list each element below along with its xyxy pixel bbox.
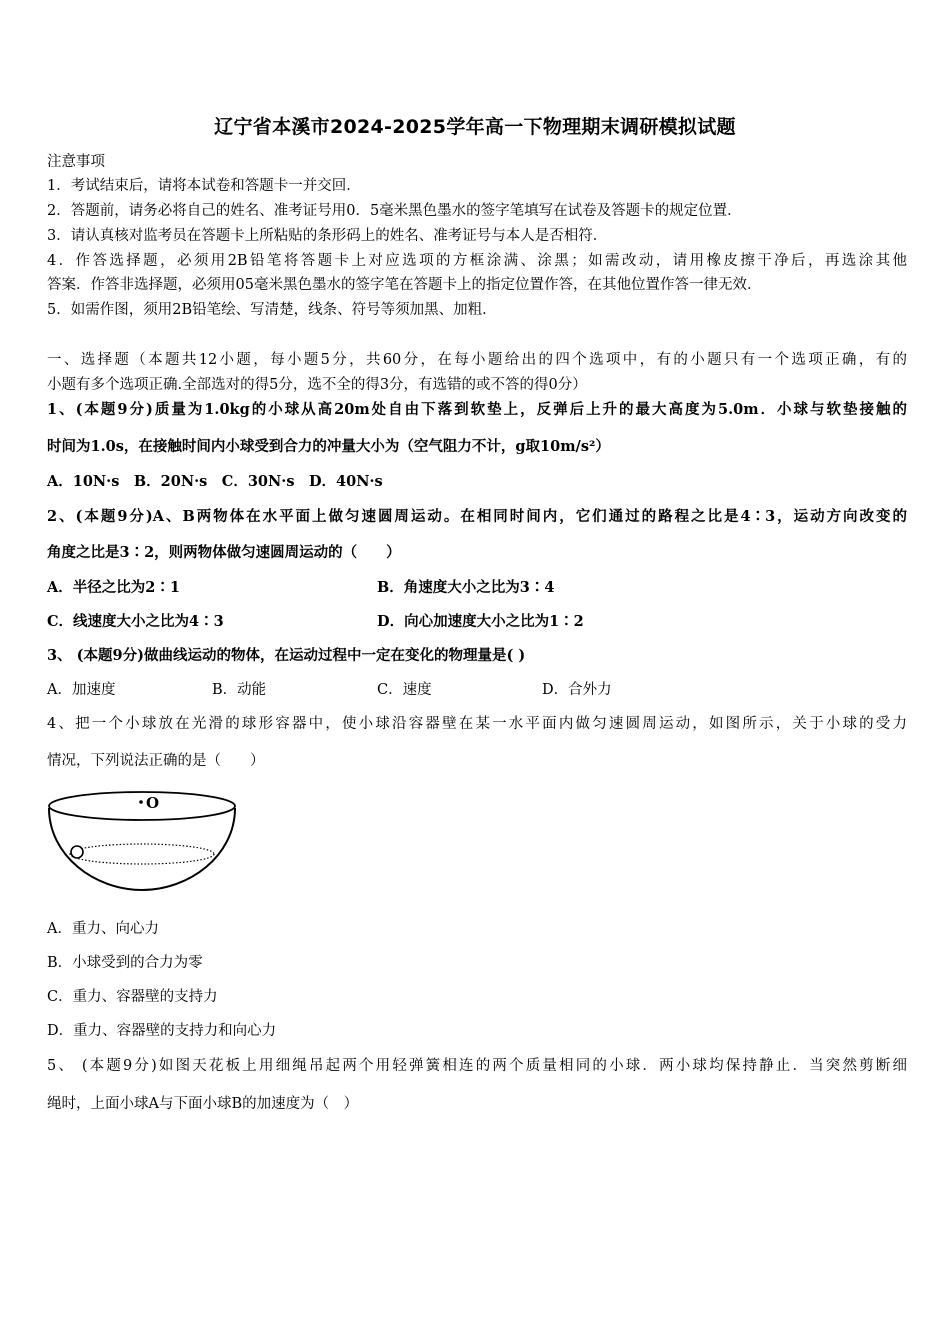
question-3-stem: 3、 (本题9分)做曲线运动的物体，在运动过程中一定在变化的物理量是( ) — [47, 647, 526, 664]
page-title: 辽宁省本溪市2024-2025学年高一下物理期末调研模拟试题 — [214, 116, 736, 138]
orbit-path — [70, 844, 214, 864]
question-5-stem-cont: 绳时，上面小球A与下面小球B的加速度为（ ） — [47, 1096, 359, 1112]
notice-item: 1．考试结束后，请将本试卷和答题卡一并交回． — [47, 178, 361, 194]
notice-item: 4．作答选择题，必须用2B铅笔将答题卡上对应选项的方框涂满、涂黑；如需改动，请用橡皮擦干净后，再选涂其他 — [47, 253, 907, 269]
question-4-option-c: C．重力、容器壁的支持力 — [47, 989, 218, 1005]
question-4-stem: 4、把一个小球放在光滑的球形容器中，使小球沿容器壁在某一水平面内做匀速圆周运动，如图所示，关于小球的受力 — [47, 716, 907, 732]
notice-item: 2．答题前，请务必将自己的姓名、准考证号用0．5毫米黑色墨水的签字笔填写在试卷及答题卡的规定位置． — [47, 203, 742, 219]
question-2-option-c: C．线速度大小之比为4∶3 — [47, 613, 224, 630]
question-2-option-b: B．角速度大小之比为3∶4 — [377, 579, 555, 596]
question-3-option-a: A．加速度 — [47, 682, 116, 698]
question-3-option-c: C．速度 — [377, 682, 432, 698]
question-1-stem: 1、(本题9分)质量为1.0kg的小球从高20m处自由下落到软垫上，反弹后上升的最大高度为5.0m．小球与软垫接触的 — [47, 401, 907, 418]
question-3-option-b: B．动能 — [212, 682, 267, 698]
question-2-stem: 2、(本题9分)A、B两物体在水平面上做匀速圆周运动。在相同时间内，它们通过的路程之比是4∶3，运动方向改变的 — [47, 508, 907, 525]
ball — [71, 846, 83, 858]
notice-item: 3．请认真核对监考员在答题卡上所粘贴的条形码上的姓名、准考证号与本人是否相符． — [47, 228, 608, 244]
hemisphere-bowl-figure — [45, 786, 245, 896]
center-point — [139, 800, 143, 804]
question-2-stem-cont: 角度之比是3∶2，则两物体做匀速圆周运动的（ ） — [47, 544, 401, 561]
question-1-stem-cont: 时间为1.0s，在接触时间内小球受到合力的冲量大小为（空气阻力不计，g取10m/s²） — [47, 438, 610, 455]
notice-item: 答案．作答非选择题，必须用05毫米黑色墨水的签字笔在答题卡上的指定位置作答，在其他位置作答一律无效． — [47, 277, 762, 293]
question-5-stem: 5、 (本题9分)如图天花板上用细绳吊起两个用轻弹簧相连的两个质量相同的小球．两小球均保持静止．当突然剪断细 — [47, 1058, 907, 1074]
section-instructions: 一、选择题（本题共12小题，每小题5分，共60分，在每小题给出的四个选项中，有的小题只有一个选项正确，有的 — [47, 352, 907, 368]
center-label: O — [146, 794, 160, 812]
question-4-option-b: B．小球受到的合力为零 — [47, 955, 203, 971]
question-2-option-a: A．半径之比为2∶1 — [47, 579, 180, 596]
section-instructions-cont: 小题有多个选项正确.全部选对的得5分，选不全的得3分，有选错的或不答的得0分） — [47, 377, 587, 393]
question-4-option-d: D．重力、容器壁的支持力和向心力 — [47, 1023, 277, 1039]
bowl-rim — [49, 792, 235, 820]
question-2-option-d: D．向心加速度大小之比为1∶2 — [377, 613, 584, 630]
notice-heading: 注意事项 — [47, 154, 105, 170]
question-4-option-a: A．重力、向心力 — [47, 921, 159, 937]
notice-item: 5．如需作图，须用2B铅笔绘、写清楚，线条、符号等须加黑、加粗． — [47, 302, 497, 318]
question-3-option-d: D．合外力 — [542, 682, 612, 698]
question-4-stem-cont: 情况，下列说法正确的是（ ） — [47, 753, 265, 769]
question-1-options: A．10N·s B．20N·s C．30N·s D．40N·s — [47, 473, 383, 490]
